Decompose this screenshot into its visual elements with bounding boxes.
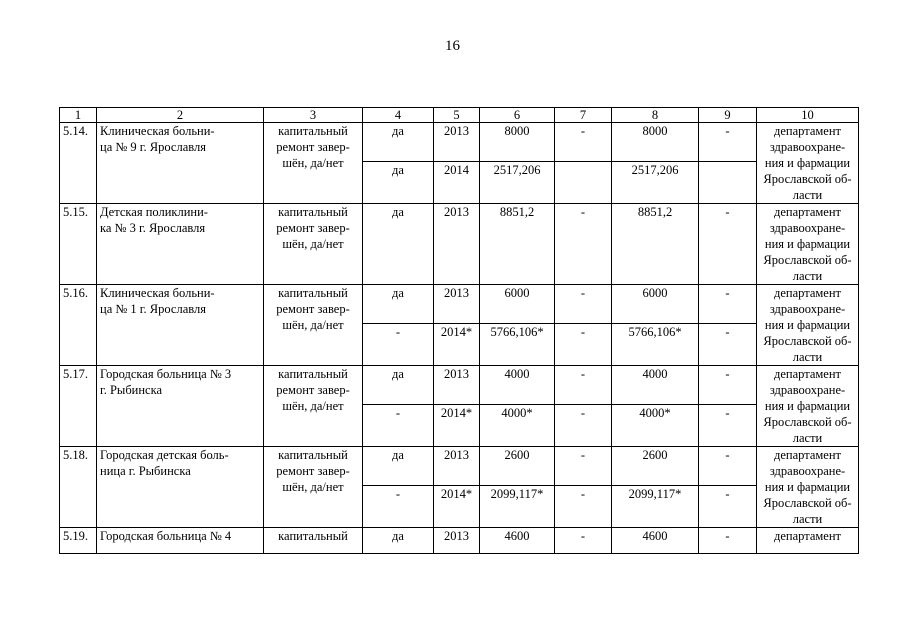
value-cell-col4: да: [363, 285, 434, 324]
amount-cell-col8: 4000*: [612, 405, 699, 447]
executor-cell: департамент: [757, 528, 859, 554]
amount-cell-col6: 8000: [480, 123, 555, 162]
value-cell-col7: -: [555, 285, 612, 324]
value-cell-col9: -: [699, 123, 757, 162]
row-number-cell: 5.19.: [60, 528, 97, 554]
value-cell-col4: да: [363, 366, 434, 405]
value-cell-col7: -: [555, 123, 612, 162]
header-cell: 2: [97, 108, 264, 123]
value-cell-col7: -: [555, 204, 612, 285]
executor-cell: департамент здравоохране- ния и фармации Ярославской об- ласти: [757, 285, 859, 366]
amount-cell-col8: 2517,206: [612, 162, 699, 204]
year-cell: 2014*: [434, 405, 480, 447]
indicator-cell: капитальный ремонт завер- шён, да/нет: [264, 204, 363, 285]
header-cell: 8: [612, 108, 699, 123]
value-cell-col7: -: [555, 528, 612, 554]
year-cell: 2013: [434, 447, 480, 486]
value-cell-col9: -: [699, 447, 757, 486]
indicator-cell: капитальный ремонт завер- шён, да/нет: [264, 366, 363, 447]
year-cell: 2013: [434, 123, 480, 162]
indicator-cell: капитальный ремонт завер- шён, да/нет: [264, 123, 363, 204]
table-row: [60, 204, 859, 285]
object-name-cell: Детская поликлини- ка № 3 г. Ярославля: [97, 204, 264, 285]
value-cell-col9: -: [699, 486, 757, 528]
value-cell-col4: да: [363, 204, 434, 285]
row-number-cell: 5.14.: [60, 123, 97, 204]
amount-cell-col6: 4600: [480, 528, 555, 554]
executor-cell: департамент здравоохране- ния и фармации Ярославской об- ласти: [757, 204, 859, 285]
amount-cell-col6: 8851,2: [480, 204, 555, 285]
amount-cell-col8: 8851,2: [612, 204, 699, 285]
page-number: 16: [445, 38, 460, 54]
header-cell: 5: [434, 108, 480, 123]
value-cell-col7: -: [555, 486, 612, 528]
row-number-cell: 5.17.: [60, 366, 97, 447]
row-number-cell: 5.18.: [60, 447, 97, 528]
value-cell-col9: -: [699, 204, 757, 285]
indicator-cell: капитальный ремонт завер- шён, да/нет: [264, 447, 363, 528]
object-name-cell: Городская больница № 3 г. Рыбинска: [97, 366, 264, 447]
table-row: [60, 285, 859, 324]
value-cell-col7: -: [555, 405, 612, 447]
value-cell-col7: -: [555, 324, 612, 366]
amount-cell-col6: 2517,206: [480, 162, 555, 204]
value-cell-col4: да: [363, 447, 434, 486]
amount-cell-col6: 4000*: [480, 405, 555, 447]
executor-cell: департамент здравоохране- ния и фармации Ярославской об- ласти: [757, 123, 859, 204]
value-cell-col9: [699, 162, 757, 204]
value-cell-col9: -: [699, 285, 757, 324]
header-cell: 1: [60, 108, 97, 123]
value-cell-col4: да: [363, 528, 434, 554]
value-cell-col7: -: [555, 447, 612, 486]
object-name-cell: Клиническая больни- ца № 9 г. Ярославля: [97, 123, 264, 204]
amount-cell-col6: 2099,117*: [480, 486, 555, 528]
value-cell-col4: -: [363, 324, 434, 366]
row-number-cell: 5.16.: [60, 285, 97, 366]
amount-cell-col6: 4000: [480, 366, 555, 405]
header-row: [60, 108, 859, 123]
value-cell-col9: -: [699, 324, 757, 366]
amount-cell-col8: 2099,117*: [612, 486, 699, 528]
indicator-cell: капитальный: [264, 528, 363, 554]
executor-cell: департамент здравоохране- ния и фармации Ярославской об- ласти: [757, 366, 859, 447]
value-cell-col4: да: [363, 123, 434, 162]
year-cell: 2013: [434, 366, 480, 405]
table-row: [60, 447, 859, 486]
object-name-cell: Городская детская боль- ница г. Рыбинска: [97, 447, 264, 528]
header-cell: 10: [757, 108, 859, 123]
amount-cell-col8: 8000: [612, 123, 699, 162]
amount-cell-col8: 2600: [612, 447, 699, 486]
amount-cell-col8: 5766,106*: [612, 324, 699, 366]
amount-cell-col8: 4600: [612, 528, 699, 554]
header-cell: 6: [480, 108, 555, 123]
header-cell: 7: [555, 108, 612, 123]
value-cell-col9: -: [699, 528, 757, 554]
value-cell-col7: -: [555, 366, 612, 405]
value-cell-col9: -: [699, 405, 757, 447]
value-cell-col4: да: [363, 162, 434, 204]
data-table: [59, 107, 859, 554]
executor-cell: департамент здравоохране- ния и фармации Ярославской об- ласти: [757, 447, 859, 528]
amount-cell-col6: 2600: [480, 447, 555, 486]
indicator-cell: капитальный ремонт завер- шён, да/нет: [264, 285, 363, 366]
year-cell: 2014*: [434, 486, 480, 528]
table-row: [60, 528, 859, 554]
year-cell: 2013: [434, 285, 480, 324]
header-cell: 9: [699, 108, 757, 123]
value-cell-col4: -: [363, 486, 434, 528]
header-cell: 3: [264, 108, 363, 123]
amount-cell-col6: 6000: [480, 285, 555, 324]
table-row: [60, 123, 859, 162]
row-number-cell: 5.15.: [60, 204, 97, 285]
header-cell: 4: [363, 108, 434, 123]
year-cell: 2014*: [434, 324, 480, 366]
year-cell: 2014: [434, 162, 480, 204]
year-cell: 2013: [434, 204, 480, 285]
object-name-cell: Клиническая больни- ца № 1 г. Ярославля: [97, 285, 264, 366]
table-row: [60, 366, 859, 405]
year-cell: 2013: [434, 528, 480, 554]
value-cell-col4: -: [363, 405, 434, 447]
value-cell-col7: [555, 162, 612, 204]
value-cell-col9: -: [699, 366, 757, 405]
amount-cell-col8: 4000: [612, 366, 699, 405]
amount-cell-col6: 5766,106*: [480, 324, 555, 366]
object-name-cell: Городская больница № 4: [97, 528, 264, 554]
amount-cell-col8: 6000: [612, 285, 699, 324]
